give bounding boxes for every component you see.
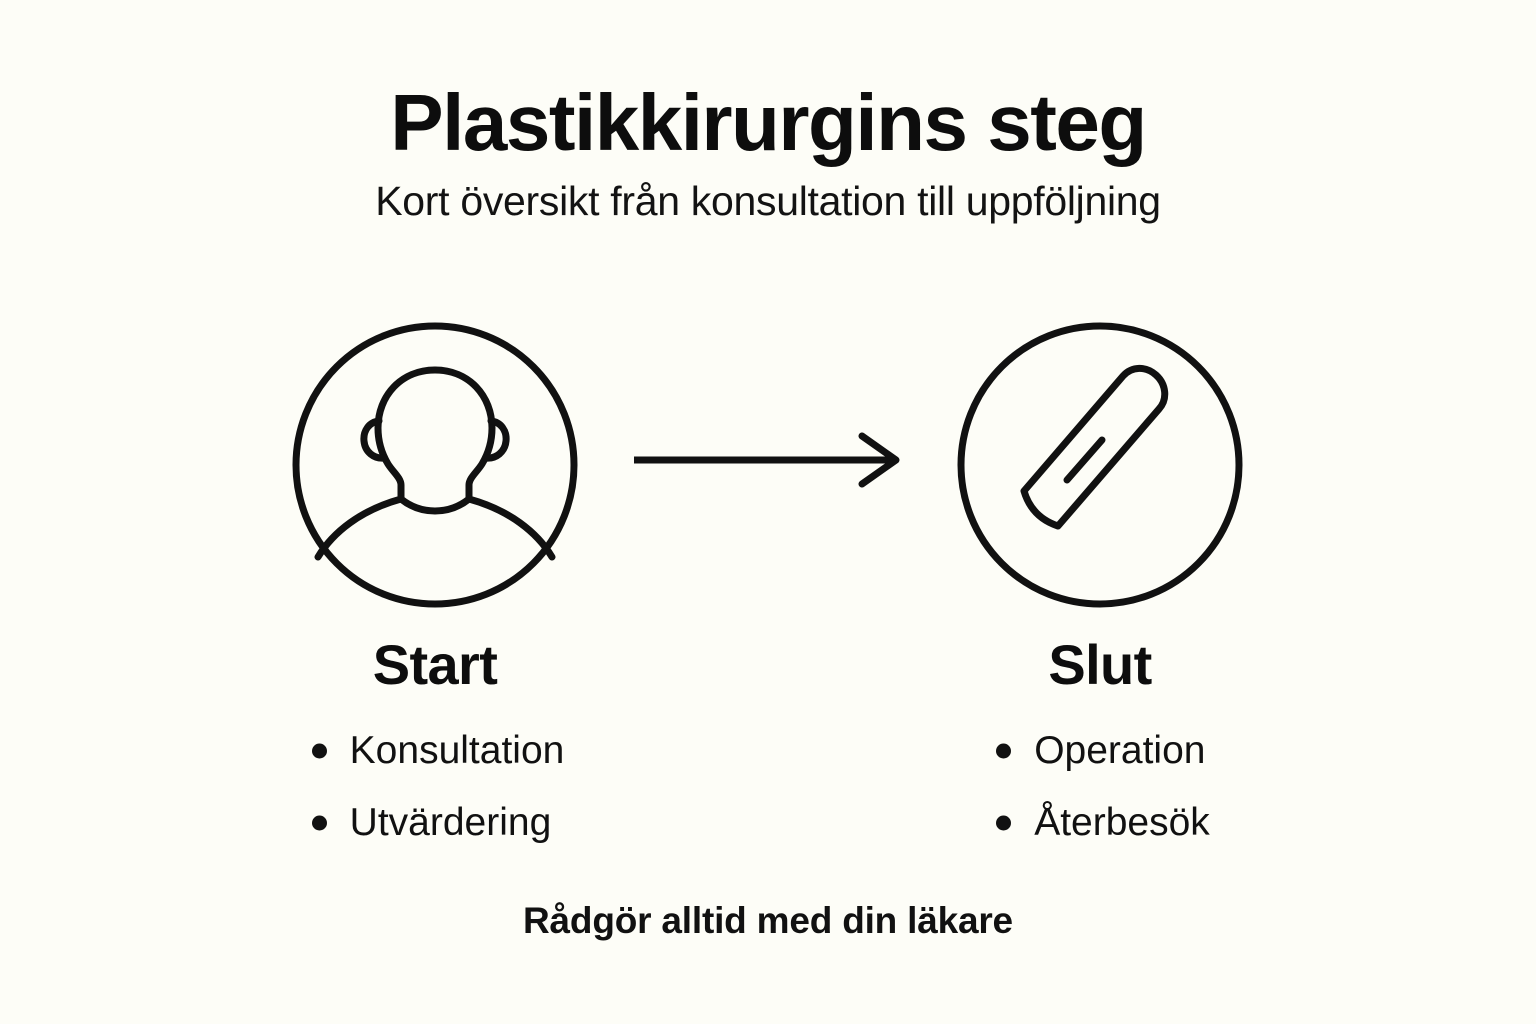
flow-node-slut-bullets — [990, 715, 1210, 859]
scalpel-circle-icon — [820, 320, 1380, 610]
flow-node-start-bullets — [306, 715, 565, 859]
list-item: Utvärdering — [306, 787, 565, 859]
page-title: Plastikkirurgins steg — [390, 78, 1146, 167]
list-item: Återbesök — [990, 787, 1210, 859]
footer-note: Rådgör alltid med din läkare — [523, 900, 1013, 941]
list-item: Operation — [990, 715, 1210, 787]
flow-node-slut — [820, 320, 1380, 859]
flow-node-start — [155, 320, 715, 859]
flow-node-start-label: Start — [372, 633, 498, 696]
poster-header — [0, 78, 1536, 225]
flow-diagram — [0, 320, 1536, 880]
page-subtitle: Kort översikt från konsultation till uppföljning — [375, 177, 1161, 224]
flow-node-slut-label: Slut — [1048, 633, 1152, 696]
list-item: Konsultation — [306, 715, 565, 787]
